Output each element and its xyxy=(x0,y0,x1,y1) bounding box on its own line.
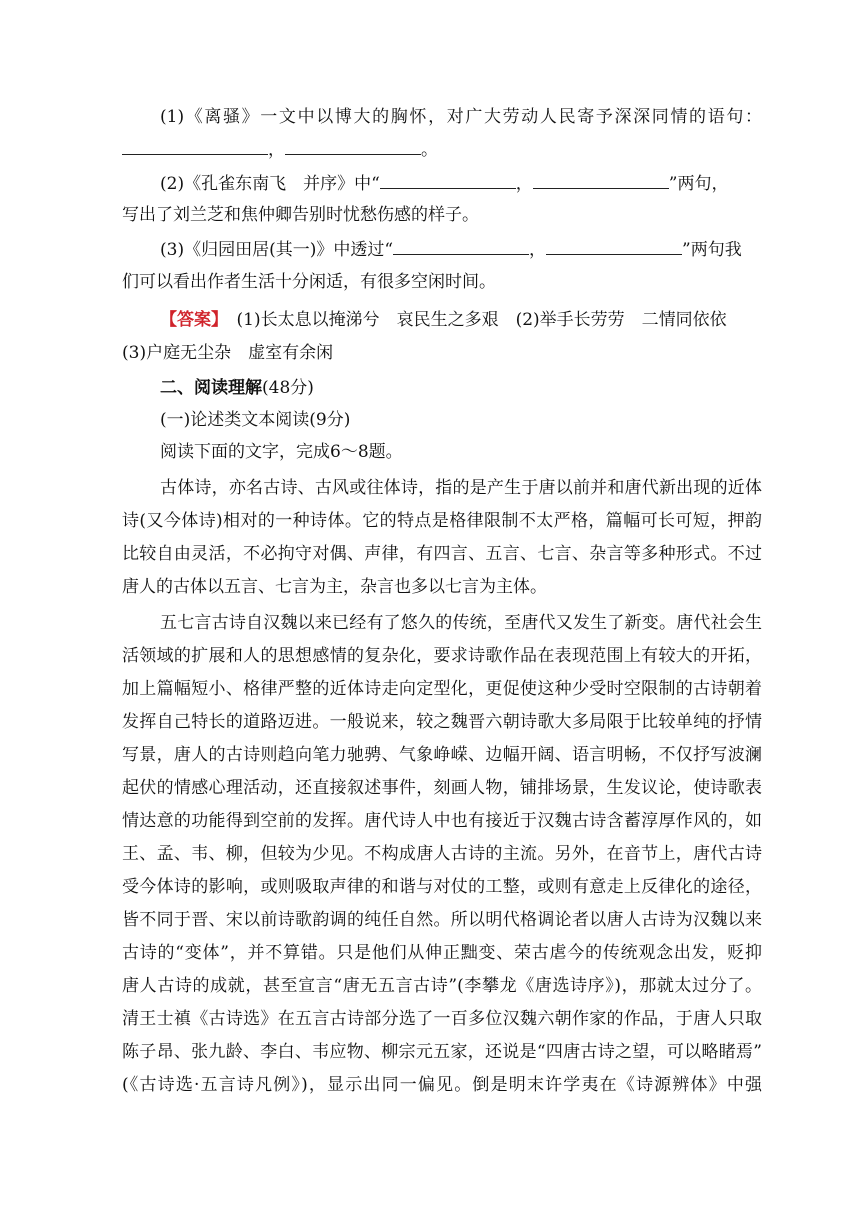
passage-line: 五七言古诗自汉魏以来已经有了悠久的传统，至唐代又发生了新变。唐代社会生 xyxy=(160,613,762,633)
answer-blank[interactable] xyxy=(122,138,268,155)
passage-line: 发挥自己特长的道路迈进。一般说来，较之魏晋六朝诗歌大多局限于比较单纯的抒情 xyxy=(122,712,762,732)
question-1-text: (1)《离骚》一文中以博大的胸怀，对广大劳动人民寄予深深同情的语句： xyxy=(160,107,762,127)
answer-line-1 xyxy=(160,309,762,331)
separator: ， xyxy=(268,140,285,160)
period: 。 xyxy=(421,140,438,160)
separator: ， xyxy=(529,240,547,260)
passage-line: 唐人的古体以五言、七言为主，杂言也多以七言为主体。 xyxy=(122,577,547,597)
question-1-prompt xyxy=(160,106,762,128)
passage-line: 陈子昂、张九龄、李白、韦应物、柳宗元五家，还说是“四唐古诗之望，可以略睹焉” xyxy=(122,1042,762,1062)
passage-line: 王、孟、韦、柳，但较为少见。不构成唐人古诗的主流。另外，在音节上，唐代古诗 xyxy=(122,844,762,864)
question-2-text: (2)《孔雀东南飞 并序》中“ xyxy=(160,174,380,194)
answer-blank[interactable] xyxy=(393,238,529,255)
passage-line: 写景，唐人的古诗则趋向笔力驰骋、气象峥嵘、边幅开阔、语言明畅，不仅抒写波澜 xyxy=(122,745,762,765)
passage-line: 古体诗，亦名古诗、古风或往体诗，指的是产生于唐以前并和唐代新出现的近体 xyxy=(160,478,762,498)
question-3-line2: 们可以看出作者生活十分闲适，有很多空闲时间。 xyxy=(122,272,496,292)
section-heading xyxy=(160,377,762,399)
instruction: 阅读下面的文字，完成6～8题。 xyxy=(160,442,403,462)
subsection-title: (一)论述类文本阅读(9分) xyxy=(160,410,351,430)
question-3-suffix: ”两句我 xyxy=(682,240,742,260)
answer-blank[interactable] xyxy=(380,172,516,189)
passage-line: 古诗的“变体”，并不算错。只是他们从伸正黜变、荣古虐今的传统观念出发，贬抑 xyxy=(122,943,762,963)
answer-tag: 【答案】 xyxy=(160,310,220,330)
passage-line: 活领域的扩展和人的思想感情的复杂化，要求诗歌作品在表现范围上有较大的开拓， xyxy=(122,646,762,666)
answer-blank[interactable] xyxy=(546,238,682,255)
passage-line: (《古诗选·五言诗凡例》)，显示出同一偏见。倒是明末许学夷在《诗源辨体》中强 xyxy=(122,1075,762,1095)
question-2-suffix: ”两句， xyxy=(668,174,729,194)
question-3-text: (3)《归园田居(其一)》中透过“ xyxy=(160,240,394,260)
passage-line: 情达意的功能得到空前的发挥。唐代诗人中也有接近于汉魏古诗含蓄淳厚作风的，如 xyxy=(122,811,762,831)
passage-line: 受今体诗的影响，或则吸取声律的和谐与对仗的工整，或则有意走上反律化的途径， xyxy=(122,877,762,897)
question-1-blanks xyxy=(122,138,762,161)
question-2-prompt xyxy=(160,172,762,195)
passage-line: 比较自由灵活，不必拘守对偶、声律，有四言、五言、七言、杂言等多种形式。不过 xyxy=(122,544,762,564)
answer-blank[interactable] xyxy=(285,138,421,155)
passage-line: 清王士禛《古诗选》在五言古诗部分选了一百多位汉魏六朝作家的作品，于唐人只取 xyxy=(122,1009,762,1029)
passage-line: 起伏的情感心理活动，还直接叙述事件，刻画人物，铺排场景，生发议论，使诗歌表 xyxy=(122,778,762,798)
answer-line-2: (3)户庭无尘杂 虚室有余闲 xyxy=(122,343,334,363)
answer-blank[interactable] xyxy=(533,172,669,189)
passage-line: 唐人古诗的成就，甚至宣言“唐无五言古诗”(李攀龙《唐选诗序》)，那就太过分了。 xyxy=(122,976,762,996)
question-2-line2: 写出了刘兰芝和焦仲卿告别时忧愁伤感的样子。 xyxy=(122,205,479,225)
passage-line: 诗(又今体诗)相对的一种诗体。它的特点是格律限制不太严格，篇幅可长可短，押韵 xyxy=(122,511,762,531)
separator: ， xyxy=(515,174,533,194)
passage-line: 皆不同于晋、宋以前诗歌韵调的纯任自然。所以明代格调论者以唐人古诗为汉魏以来 xyxy=(122,910,762,930)
section-score: (48分) xyxy=(262,378,314,398)
passage-line: 加上篇幅短小、格律严整的近体诗走向定型化，更促使这种少受时空限制的古诗朝着 xyxy=(122,679,762,699)
question-3-prompt xyxy=(160,238,762,261)
answer-text: (1)长太息以掩涕兮 哀民生之多艰 (2)举手长劳劳 二情同依依 xyxy=(219,310,727,330)
section-title: 二、阅读理解 xyxy=(160,378,262,398)
